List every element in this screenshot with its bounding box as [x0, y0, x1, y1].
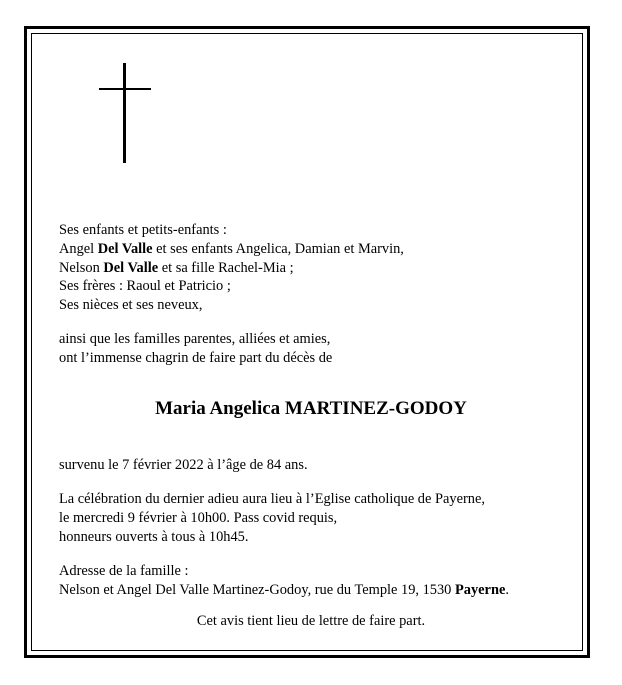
deceased-name: Maria Angelica MARTINEZ-GODOY	[155, 398, 467, 419]
ceremony-block	[59, 490, 485, 546]
ceremony-line-1: La célébration du dernier adieu aura lieu à l’Eglise catholique de Payerne,	[59, 491, 485, 507]
family-intro: Ses enfants et petits-enfants :	[59, 222, 227, 238]
announcement-line-1: ainsi que les familles parentes, alliées et amies,	[59, 331, 331, 347]
family-line-angel: Angel Del Valle et ses enfants Angelica, Damian et Marvin,	[59, 240, 404, 257]
ceremony-line-2: le mercredi 9 février à 10h00. Pass covid requis,	[59, 509, 338, 526]
death-date: survenu le 7 février 2022 à l’âge de 84 ans.	[59, 457, 308, 473]
announcement-line-2: ont l’immense chagrin de faire part du décès de	[59, 349, 333, 366]
cross-icon	[99, 63, 151, 163]
family-line-nelson: Nelson Del Valle et sa fille Rachel-Mia ;	[59, 259, 294, 276]
family-block	[59, 221, 404, 315]
announcement-block	[59, 330, 332, 368]
death-block	[59, 456, 308, 475]
family-line-brothers: Ses frères : Raoul et Patricio ;	[59, 278, 231, 295]
ceremony-line-3: honneurs ouverts à tous à 10h45.	[59, 528, 249, 545]
address-block	[59, 562, 509, 600]
address-line: Nelson et Angel Del Valle Martinez-Godoy, rue du Temple 19, 1530 Payerne.	[59, 581, 509, 598]
closing-note: Cet avis tient lieu de lettre de faire part.	[196, 613, 426, 629]
family-line-nieces: Ses nièces et ses neveux,	[59, 297, 203, 314]
address-label: Adresse de la famille :	[59, 563, 189, 579]
